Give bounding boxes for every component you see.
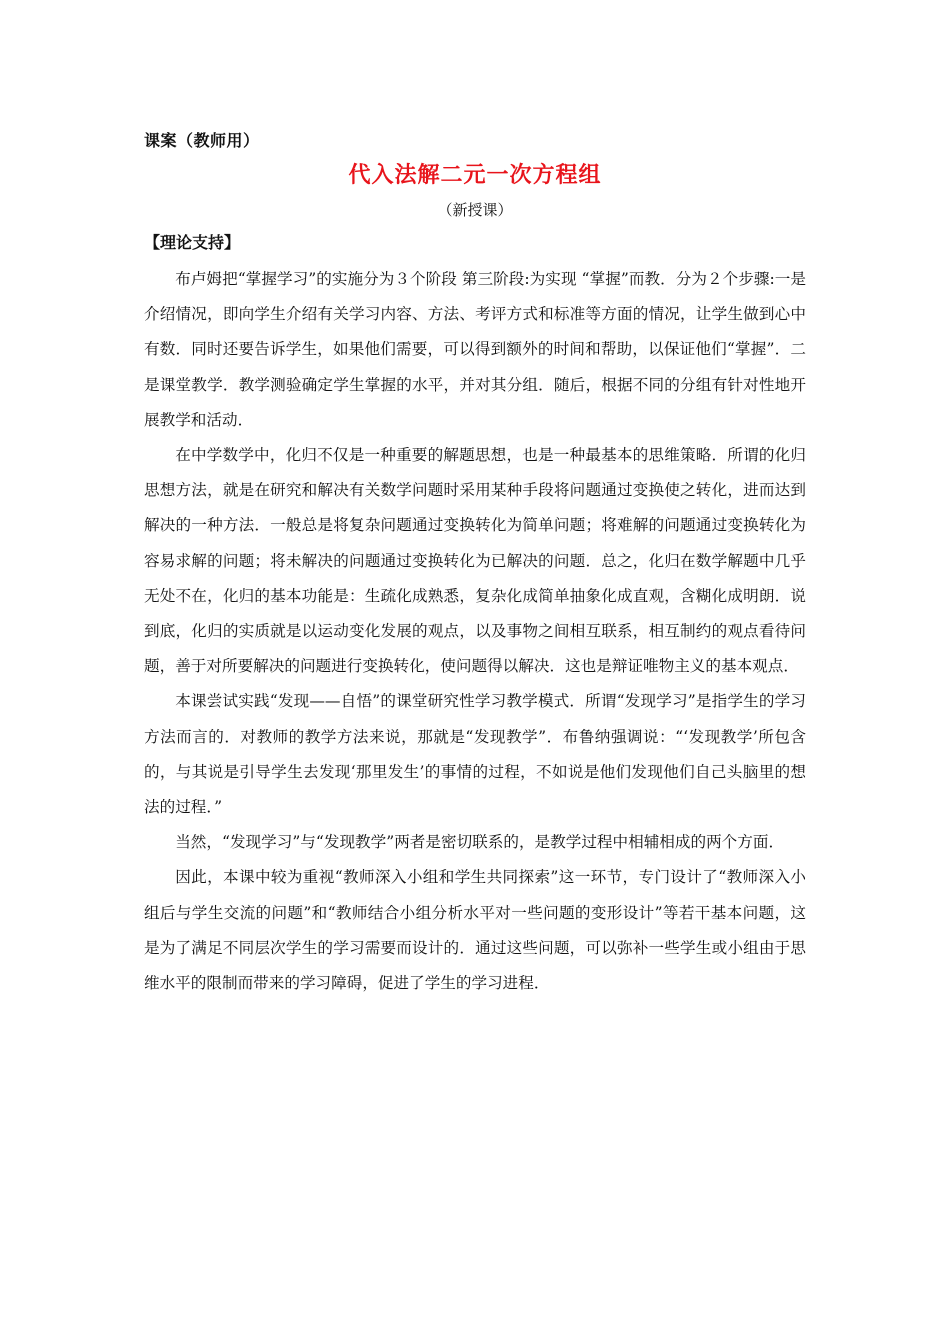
header-label: 课案（教师用）	[144, 131, 260, 150]
section-heading-theory-support: 【理论支持】	[144, 233, 241, 252]
document-title: 代入法解二元一次方程组	[348, 162, 602, 188]
paragraph-discovery-learning: 本课尝试实践“发现——自悟”的课堂研究性学习教学模式．所谓“发现学习”是指学生的学习方法而言的．对教师的教学方法来说，那就是“发现教学”．布鲁纳强调说：“‘发现教学’所包含的，与其说是引导学生去发现‘那里发生’的事情的过程，不如说是他们发现他们自己头脑里的想法的过程．”	[144, 692, 806, 817]
document-subtitle: （新授课）	[437, 201, 513, 219]
body-text	[144, 262, 806, 1001]
paragraph-reduction-thinking: 在中学数学中，化归不仅是一种重要的解题思想，也是一种最基本的思维策略．所谓的化归思想方法，就是在研究和解决有关数学问题时采用某种手段将问题通过变换使之转化，进而达到解决的一种方法．一般总是将复杂问题通过变换转化为简单问题；将难解的问题通过变换转化为容易求解的问题；将未解决的问题通过变换转化为已解决的问题．总之，化归在数学解题中几乎无处不在，化归的基本功能是：生疏化成熟悉，复杂化成简单抽象化成直观，含糊化成明朗．说到底，化归的实质就是以运动变化发展的观点，以及事物之间相互联系，相互制约的观点看待问题，善于对所要解决的问题进行变换转化，使问题得以解决．这也是辩证唯物主义的基本观点．	[144, 446, 806, 676]
paragraph-lesson-design: 因此，本课中较为重视“教师深入小组和学生共同探索”这一环节，专门设计了“教师深入小组后与学生交流的问题”和“教师结合小组分析水平对一些问题的变形设计”等若干基本问题，这是为了满足不同层次学生的学习需要而设计的．通过这些问题，可以弥补一些学生或小组由于思维水平的限制而带来的学习障碍，促进了学生的学习进程．	[144, 868, 806, 993]
paragraph-discovery-relationship: 当然，“发现学习”与“发现教学”两者是密切联系的，是教学过程中相辅相成的两个方面．	[175, 833, 785, 852]
paragraph-bloom-mastery-learning: 布卢姆把“掌握学习”的实施分为３个阶段 第三阶段:为实现 “掌握”而教．分为２个步骤:一是介绍情况，即向学生介绍有关学习内容、方法、考评方式和标准等方面的情况，让学生做到心中有数．同时还要告诉学生，如果他们需要，可以得到额外的时间和帮助，以保证他们“掌握”．二是课堂教学．教学测验确定学生掌握的水平，并对其分组．随后，根据不同的分组有针对性地开展教学和活动．	[144, 270, 806, 429]
